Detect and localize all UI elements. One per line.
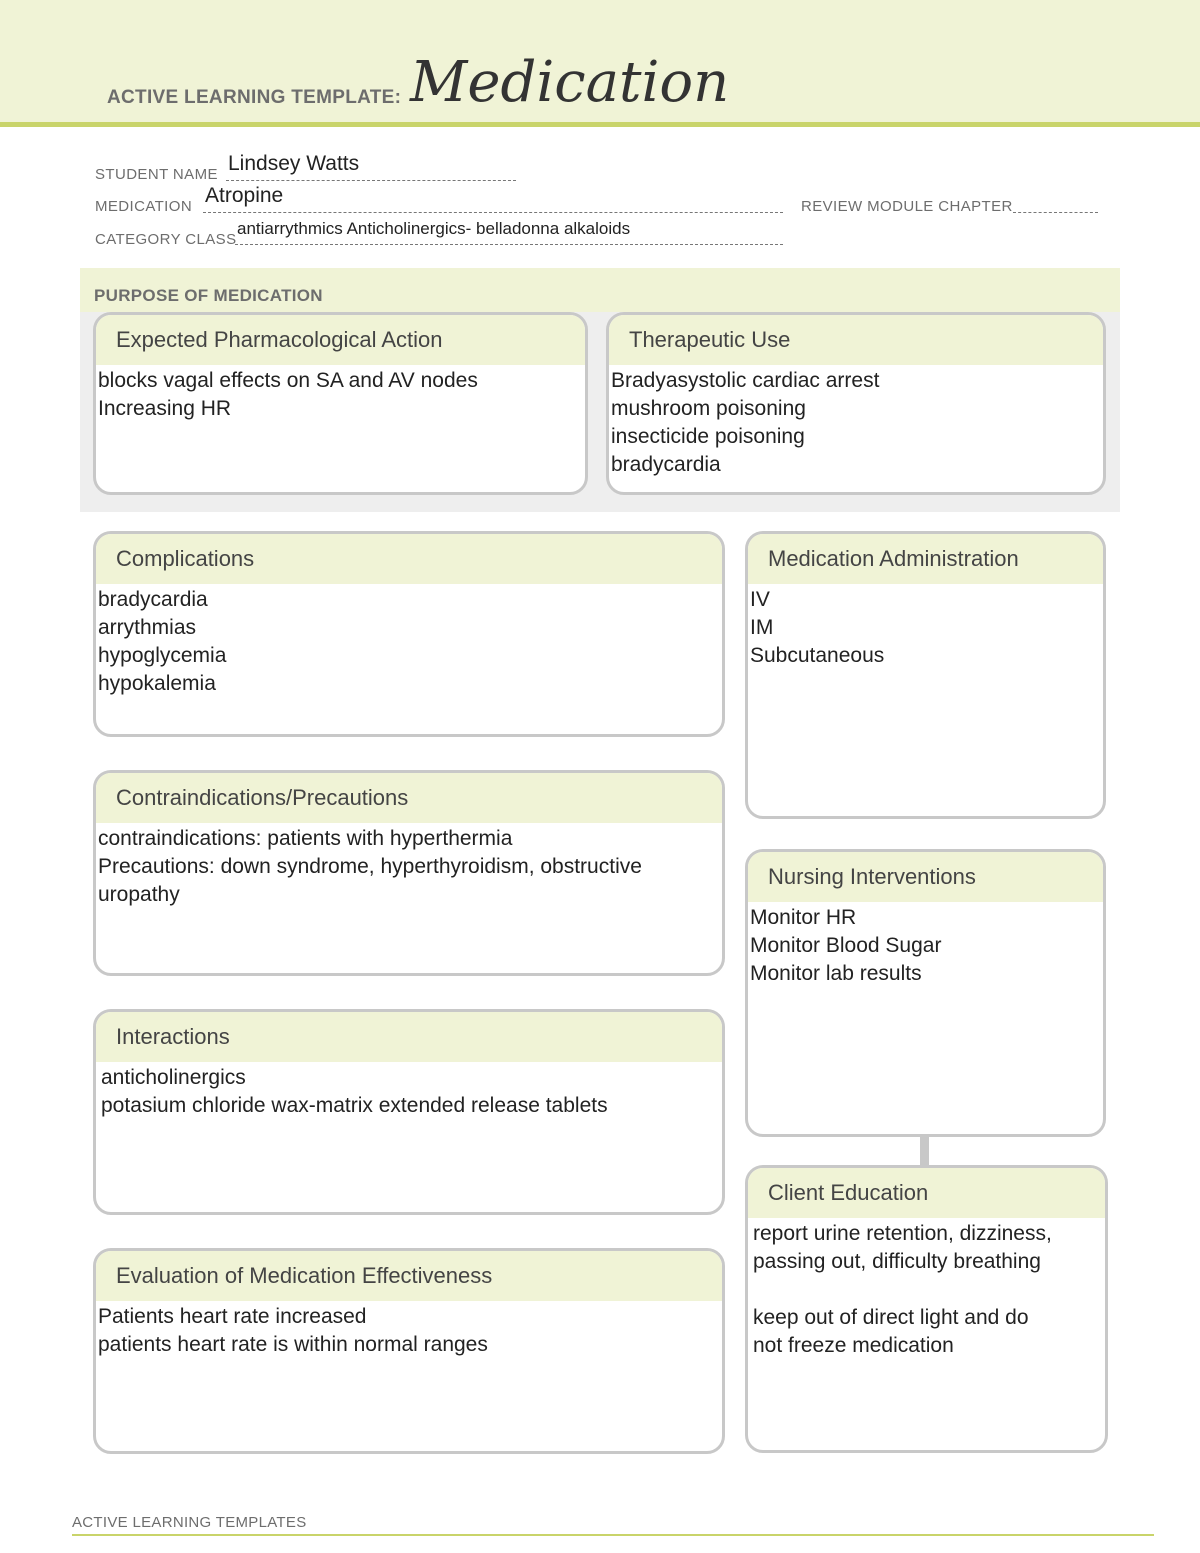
administration-content[interactable] [748,584,1103,670]
box-connector [920,1134,929,1166]
text-line: Monitor HR [750,906,857,929]
text-line: IV [750,588,770,611]
client-education-box [745,1165,1108,1453]
evaluation-content[interactable] [96,1301,722,1359]
complications-title: Complications [96,534,722,584]
administration-title: Medication Administration [748,534,1103,584]
nursing-interventions-content[interactable] [748,902,1103,988]
text-line: uropathy [98,883,180,906]
complications-content[interactable] [96,584,722,698]
student-name-value[interactable]: Lindsey Watts [228,152,360,175]
text-line: blocks vagal effects on SA and AV nodes [98,369,478,392]
page-title: Medication [410,50,730,115]
contraindications-title: Contraindications/Precautions [96,773,722,823]
text-line: anticholinergics [101,1066,246,1089]
text-line: Precautions: down syndrome, hyperthyroidism, obstructive [98,855,642,878]
text-line: Patients heart rate increased [98,1305,367,1328]
category-class-value[interactable]: antiarrythmics Anticholinergics- belladonna alkaloids [237,219,631,238]
text-line: mushroom poisoning [611,397,806,420]
text-line: Increasing HR [98,397,232,420]
client-education-content[interactable] [748,1218,1105,1360]
text-line: Bradyasystolic cardiac arrest [611,369,880,392]
text-line: passing out, difficulty breathing [753,1250,1041,1273]
text-line: report urine retention, dizziness, [753,1222,1052,1245]
text-line: hypoglycemia [98,644,227,667]
footer-label: ACTIVE LEARNING TEMPLATES [72,1514,307,1531]
text-line: Monitor lab results [750,962,922,985]
interactions-content[interactable] [96,1062,722,1120]
interactions-title: Interactions [96,1012,722,1062]
text-line: hypokalemia [98,672,216,695]
complications-box [93,531,725,737]
therapeutic-use-title: Therapeutic Use [609,315,1103,365]
medication-value[interactable]: Atropine [205,184,284,207]
text-line: potasium chloride wax-matrix extended release tablets [101,1094,608,1117]
text-line [753,1276,1105,1304]
interactions-box [93,1009,725,1215]
text-line: Monitor Blood Sugar [750,934,942,957]
category-class-line [235,244,783,245]
contraindications-content[interactable] [96,823,722,909]
review-module-label: REVIEW MODULE CHAPTER [801,198,1013,215]
text-line: bradycardia [611,453,721,476]
template-label: ACTIVE LEARNING TEMPLATE: [107,87,402,108]
text-line: bradycardia [98,588,208,611]
therapeutic-use-content[interactable] [609,365,1103,479]
text-line: contraindications: patients with hyperthermia [98,827,513,850]
review-module-line [1013,212,1098,213]
client-education-title: Client Education [748,1168,1105,1218]
text-line: insecticide poisoning [611,425,805,448]
administration-box [745,531,1106,819]
student-name-label: STUDENT NAME [95,166,218,183]
medication-label: MEDICATION [95,198,193,215]
footer-divider [72,1534,1154,1536]
text-line: keep out of direct light and do [753,1306,1029,1329]
medication-line [203,212,783,213]
text-line: arrythmias [98,616,197,639]
contraindications-box [93,770,725,976]
therapeutic-use-box [606,312,1106,495]
text-line: not freeze medication [753,1334,954,1357]
expected-action-box [93,312,588,495]
evaluation-title: Evaluation of Medication Effectiveness [96,1251,722,1301]
expected-action-content[interactable] [96,365,585,423]
nursing-interventions-title: Nursing Interventions [748,852,1103,902]
nursing-interventions-box [745,849,1106,1137]
evaluation-box [93,1248,725,1454]
category-class-label: CATEGORY CLASS [95,231,237,248]
header-divider [0,122,1200,127]
expected-action-title: Expected Pharmacological Action [96,315,585,365]
purpose-label: PURPOSE OF MEDICATION [94,286,323,305]
text-line: patients heart rate is within normal ranges [98,1333,488,1356]
text-line: IM [750,616,774,639]
student-name-line [226,180,516,181]
text-line: Subcutaneous [750,644,885,667]
